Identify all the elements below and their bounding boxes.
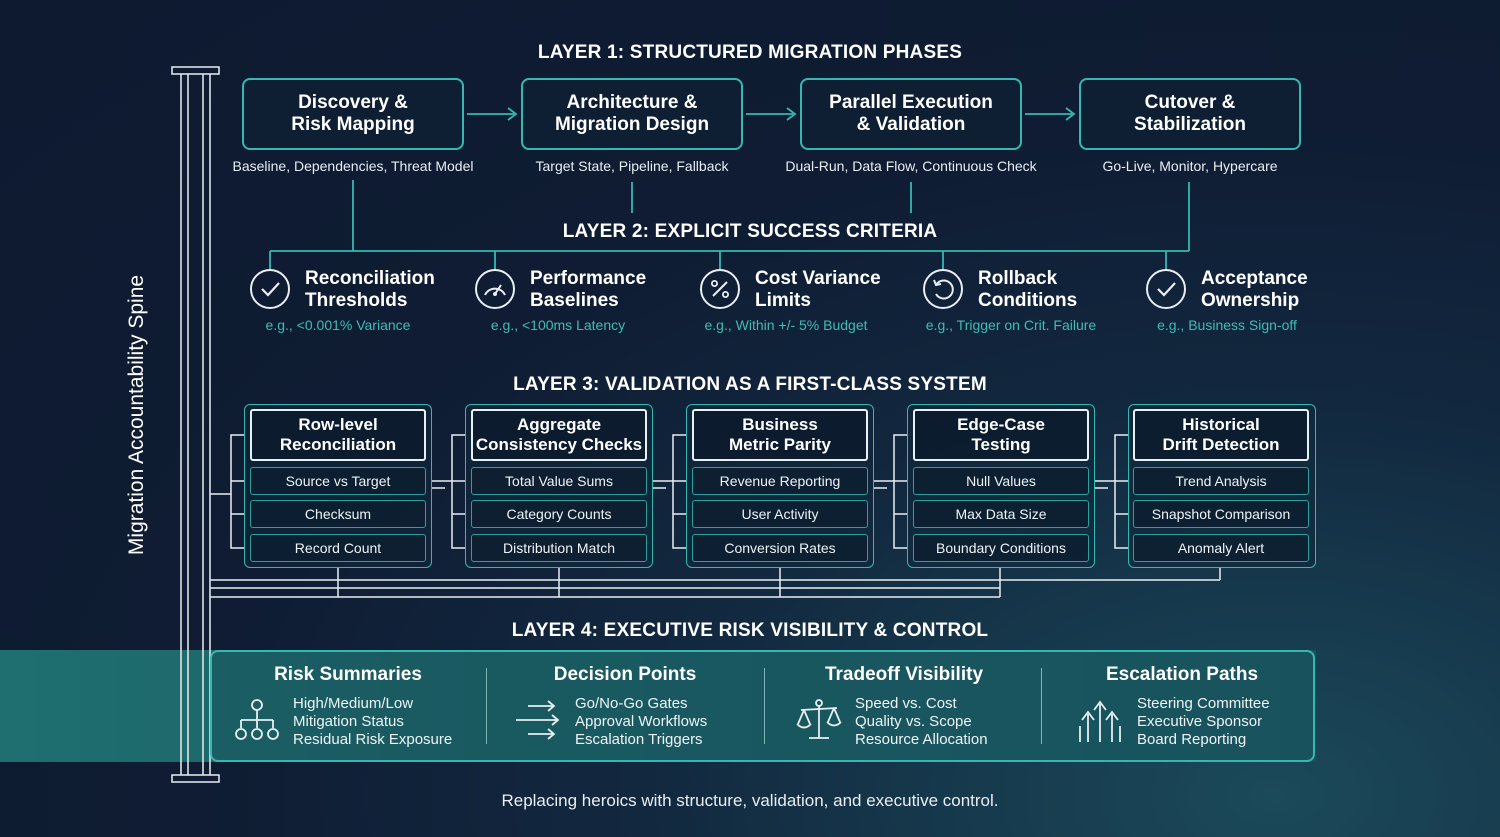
tradeoff-visibility-items: Speed vs. Cost Quality vs. Scope Resource Allocation [855,695,988,748]
layer3-title: LAYER 3: VALIDATION AS A FIRST-CLASS SYSTEM [513,374,987,395]
phase-discovery-subtitle: Baseline, Dependencies, Threat Model [232,158,474,174]
check-item: Category Counts [471,500,647,528]
rollback-icon [923,269,963,309]
escalation-paths-title: Escalation Paths [1105,664,1259,685]
phase-cutover: Cutover & Stabilization [1079,78,1301,150]
check-item: Boundary Conditions [913,534,1089,562]
criterion-reconciliation-title: Reconciliation Thresholds [305,268,435,311]
criterion-rollback-example: e.g., Trigger on Crit. Failure [925,317,1097,333]
phase-architecture-subtitle: Target State, Pipeline, Fallback [535,158,729,174]
check-item: Revenue Reporting [692,467,868,495]
divider [486,668,487,744]
criterion-reconciliation-example: e.g., <0.001% Variance [265,317,411,333]
layer4-title: LAYER 4: EXECUTIVE RISK VISIBILITY & CONTROL [511,620,989,641]
column-header-historical-drift: Historical Drift Detection [1133,409,1309,461]
check-item: Conversion Rates [692,534,868,562]
divider [764,668,765,744]
phase-architecture: Architecture & Migration Design [521,78,743,150]
decision-points-items: Go/No-Go Gates Approval Workflows Escalation Triggers [575,695,708,748]
checkmark-icon [250,269,290,309]
phase-parallel-execution: Parallel Execution & Validation [800,78,1022,150]
phase-parallel-execution-subtitle: Dual-Run, Data Flow, Continuous Check [785,158,1037,174]
phase-cutover-subtitle: Go-Live, Monitor, Hypercare [1102,158,1278,174]
check-item: Snapshot Comparison [1133,500,1309,528]
criterion-cost-example: e.g., Within +/- 5% Budget [704,317,868,333]
spine-label: Migration Accountability Spine [125,274,148,556]
footer-tagline: Replacing heroics with structure, validation, and executive control. [501,791,999,810]
tradeoff-visibility-title: Tradeoff Visibility [824,664,984,685]
check-item: Source vs Target [250,467,426,495]
criterion-acceptance-example: e.g., Business Sign-off [1157,317,1297,333]
criterion-performance-example: e.g., <100ms Latency [490,317,626,333]
check-item: Checksum [250,500,426,528]
layer1-title: LAYER 1: STRUCTURED MIGRATION PHASES [537,42,963,63]
check-item: Distribution Match [471,534,647,562]
checkmark-icon [1146,269,1186,309]
column-header-edge-case: Edge-Case Testing [913,409,1089,461]
risk-summaries-title: Risk Summaries [274,664,422,685]
column-header-aggregate: Aggregate Consistency Checks [471,409,647,461]
column-header-business-metric: Business Metric Parity [692,409,868,461]
decision-points-title: Decision Points [553,664,697,685]
gauge-icon [475,269,515,309]
check-item: User Activity [692,500,868,528]
criterion-rollback-title: Rollback Conditions [978,268,1078,311]
layer2-title: LAYER 2: EXPLICIT SUCCESS CRITERIA [562,221,938,242]
check-item: Record Count [250,534,426,562]
column-header-row-level: Row-level Reconciliation [250,409,426,461]
phase-discovery: Discovery & Risk Mapping [242,78,464,150]
check-item: Anomaly Alert [1133,534,1309,562]
hierarchy-icon [232,698,282,744]
check-item: Total Value Sums [471,467,647,495]
divider [1041,668,1042,744]
risk-summaries-items: High/Medium/Low Mitigation Status Residual Risk Exposure [293,695,453,748]
criterion-acceptance-title: Acceptance Ownership [1201,268,1308,311]
up-arrows-icon [1076,698,1124,746]
escalation-paths-items: Steering Committee Executive Sponsor Board Reporting [1137,695,1270,748]
criterion-cost-title: Cost Variance Limits [755,268,881,311]
check-item: Null Values [913,467,1089,495]
scales-icon [795,698,843,744]
check-item: Max Data Size [913,500,1089,528]
arrows-icon [514,700,564,742]
percent-icon [700,269,740,309]
check-item: Trend Analysis [1133,467,1309,495]
criterion-performance-title: Performance Baselines [530,268,647,311]
